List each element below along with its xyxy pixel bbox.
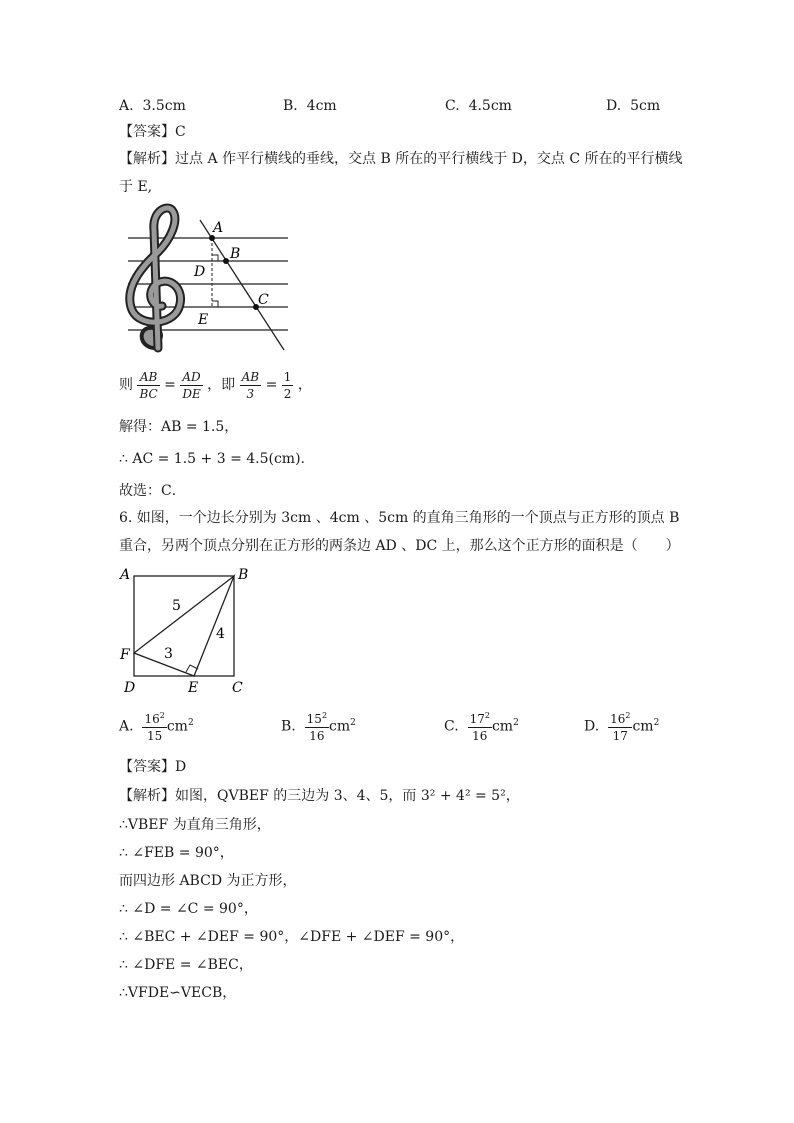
q5-option-d: D. 5cm [606,98,661,114]
q6-analysis-line: ∴ ∠DFE = ∠BEC， [119,957,253,973]
q5-answer: 【答案】C [119,124,186,140]
q5-choice-line: 故选：C． [119,483,186,499]
q5-analysis: 【解析】过点 A 作平行横线的垂线，交点 B 所在的平行横线于 D，交点 C 所在的平行横线 [119,151,683,167]
label-e: E [198,312,209,328]
treble-clef-icon [130,208,181,348]
side-5: 5 [172,598,181,614]
label-b: B [230,246,241,262]
label-a: A [213,220,224,236]
label-c: C [232,680,243,696]
point-b [223,258,229,264]
side-4: 4 [216,626,225,642]
q6-analysis-line: ∴VBEF 为直角三角形， [119,817,271,833]
staff-figure [118,200,293,360]
q5-option-a: A. 3.5cm [119,98,186,114]
q5-option-b: B. 4cm [283,98,337,114]
right-angle-marker [212,301,218,307]
fraction-1-2: $\frac{1}{2}$ [283,369,292,401]
q6-option-a: A. $\frac{16^2}{15}$ $cm^2$ [119,710,194,743]
q6-stem-line2: 重合，另两个顶点分别在正方形的两条边 AD 、DC 上，那么这个正方形的面积是（ ） [119,538,680,554]
q5-option-c: C. 4.5cm [445,98,512,114]
q6-option-d: D. $\frac{16^2}{17}$ $cm^2$ [584,710,660,743]
q5-analysis-cont: 于 E, [119,179,153,195]
q6-option-c: C. $\frac{17^2}{16}$ $cm^2$ [444,710,519,743]
q6-analysis-line: ∴ ∠BEC + ∠DEF = 90°，∠DFE + ∠DEF = 90°， [119,929,465,945]
side-3: 3 [164,646,173,662]
q6-answer: 【答案】D [119,759,187,775]
label-b: B [238,567,249,583]
label-e: E [188,680,199,696]
q6-option-b: B. $\frac{15^2}{16}$ $cm^2$ [281,710,356,743]
solve-line: 解得：AB = 1.5， [119,419,239,435]
q6-analysis-line: ∴ ∠FEB = 90°， [119,845,234,861]
q6-analysis-line: 而四边形 ABCD 为正方形， [119,873,297,889]
label-a: A [120,567,131,583]
fraction-ab-bc: $\frac{AB}{BC}$ [139,369,158,401]
right-angle-marker [212,255,218,261]
square-figure [116,562,256,698]
q6-stem-line1: 6. 如图，一个边长分别为 3cm 、4cm 、5cm 的直角三角形的一个顶点与正方形的顶点 B [119,510,680,526]
fraction-ab-3: $\frac{AB}{3}$ [241,369,260,401]
q6-analysis-line: 【解析】如图，QVBEF 的三边为 3、4、5，而 3² + 4² = 5²， [119,788,520,804]
ac-line: ∴ AC = 1.5 + 3 = 4.5(cm). [119,451,305,467]
fraction-ad-de: $\frac{AD}{DE}$ [182,369,201,401]
label-d: D [194,264,206,280]
ratio-line: 则 $\frac{AB}{BC}$ = $\frac{AD}{DE}$ ，即 $\frac{AB}{3}$ = $\frac{1}{2}$ ， [119,369,312,401]
q6-analysis-line: ∴VFDE∽VECB， [119,985,237,1001]
q6-analysis-line: ∴ ∠D = ∠C = 90°， [119,901,258,917]
label-f: F [120,647,130,663]
label-c: C [258,292,269,308]
label-d: D [124,680,136,696]
